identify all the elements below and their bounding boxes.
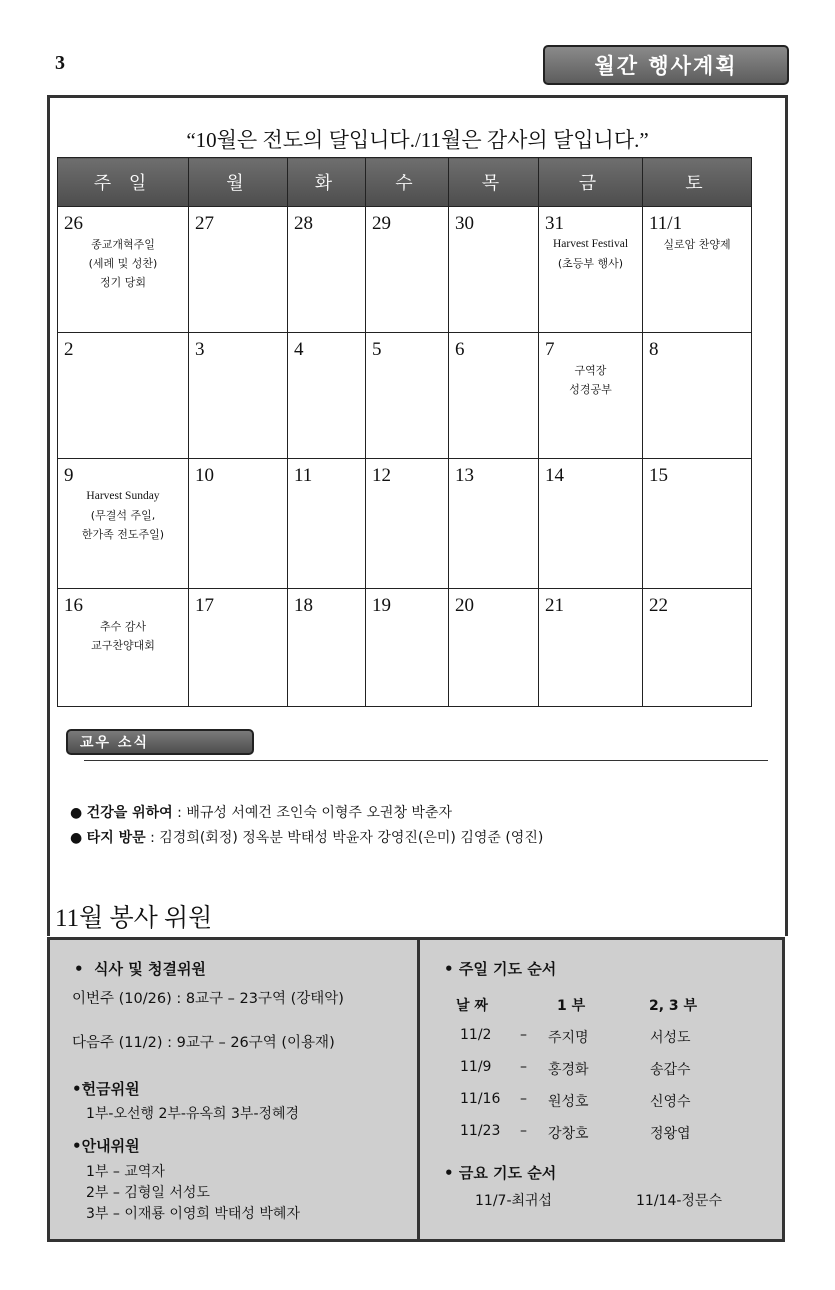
day-number: 11	[294, 465, 313, 486]
offering-section	[72, 1078, 140, 1099]
day-number: 10	[195, 465, 214, 486]
calendar-day-cell	[58, 207, 189, 333]
meal-title: 식사 및 청결위원	[94, 960, 206, 978]
calendar-event: 성경공부	[569, 383, 612, 396]
calendar-event: 정기 당회	[99, 276, 146, 289]
calendar-day-cell	[58, 333, 189, 459]
news-divider	[84, 760, 768, 761]
prayer-first: 주지명	[548, 1030, 589, 1046]
calendar-day-cell	[288, 333, 366, 459]
day-number: 29	[372, 213, 391, 234]
offering-title: 헌금위원	[81, 1080, 140, 1098]
this-week-duty: 이번주 (10/26) : 8교구 – 23구역 (강태악)	[72, 991, 344, 1007]
day-number: 9	[64, 465, 74, 486]
calendar-week-row	[58, 333, 752, 459]
calendar-event: (세례 및 성찬)	[88, 257, 158, 270]
volunteers-title: 11월 봉사 위원	[55, 905, 213, 932]
bullet-icon: •	[72, 1080, 82, 1098]
calendar-day-cell	[288, 207, 366, 333]
bullet-icon: •	[444, 1164, 454, 1182]
calendar-day-cell	[189, 589, 288, 707]
usher-line: 2부 – 김형일 서성도	[86, 1185, 210, 1201]
calendar-day-cell	[539, 459, 643, 589]
calendar-day-cell	[643, 333, 752, 459]
sunday-prayer-title: 주일 기도 순서	[458, 960, 557, 978]
prayer-dash: –	[520, 1059, 527, 1075]
prayer-date: 11/16	[460, 1091, 501, 1107]
day-number: 21	[545, 595, 564, 616]
calendar-day-cell	[288, 589, 366, 707]
prayer-date: 11/23	[460, 1123, 501, 1139]
prayer-first: 홍경화	[548, 1062, 589, 1078]
day-number: 7	[545, 339, 555, 360]
calendar-day-cell	[366, 459, 449, 589]
prayer-date: 11/9	[460, 1059, 492, 1075]
day-number: 22	[649, 595, 668, 616]
calendar-day-cell	[539, 207, 643, 333]
news-item-health	[70, 802, 452, 822]
calendar-day-cell	[288, 459, 366, 589]
calendar-event: Harvest Sunday	[86, 490, 160, 502]
weekday-sat: 토	[643, 158, 752, 207]
day-number: 3	[195, 339, 205, 360]
calendar-day-cell	[449, 459, 539, 589]
day-number: 2	[64, 339, 74, 360]
day-number: 19	[372, 595, 391, 616]
bullet-icon: ●	[70, 805, 83, 821]
calendar-event: 추수 감사	[99, 620, 146, 633]
bullet-icon: •	[74, 960, 84, 978]
offering-members: 1부-오선행 2부-유옥희 3부-정혜경	[86, 1106, 300, 1122]
usher-title: 안내위원	[81, 1137, 140, 1155]
usher-line: 3부 – 이재룡 이영희 박태성 박혜자	[86, 1206, 300, 1222]
prayer-second: 신영수	[650, 1094, 691, 1110]
day-number: 6	[455, 339, 465, 360]
bullet-icon: •	[444, 960, 454, 978]
calendar-day-cell	[189, 207, 288, 333]
friday-prayer-title: 금요 기도 순서	[458, 1164, 557, 1182]
calendar-day-cell	[366, 589, 449, 707]
prayer-second: 서성도	[650, 1030, 691, 1046]
volunteers-right-box	[417, 937, 785, 1242]
meal-section	[74, 958, 206, 979]
news-badge: 교우 소식	[66, 729, 254, 755]
usher-section	[72, 1135, 140, 1156]
calendar-day-cell	[643, 589, 752, 707]
page-number: 3	[55, 52, 65, 74]
calendar-day-cell	[366, 333, 449, 459]
day-number: 16	[64, 595, 83, 616]
usher-line: 1부 – 교역자	[86, 1164, 165, 1180]
prayer-first: 강창호	[548, 1126, 589, 1142]
day-number: 5	[372, 339, 382, 360]
calendar-day-cell	[366, 207, 449, 333]
calendar-event: Harvest Festival	[552, 238, 629, 250]
calendar-day-cell	[58, 589, 189, 707]
prayer-date: 11/2	[460, 1027, 492, 1043]
weekday-fri: 금	[539, 158, 643, 207]
day-number: 28	[294, 213, 313, 234]
prayer-second: 정왕엽	[650, 1126, 691, 1142]
weekday-sun: 주 일	[58, 158, 189, 207]
calendar-week-row	[58, 459, 752, 589]
day-number: 4	[294, 339, 304, 360]
day-number: 26	[64, 213, 83, 234]
calendar-event: 교구찬양대회	[91, 639, 155, 652]
day-number: 30	[455, 213, 474, 234]
calendar-day-cell	[189, 333, 288, 459]
bullet-icon: •	[72, 1137, 82, 1155]
calendar-event: (무결석 주일,	[90, 509, 156, 522]
day-number: 27	[195, 213, 214, 234]
day-number: 12	[372, 465, 391, 486]
calendar-event: 종교개혁주일	[91, 238, 155, 251]
calendar-week-row	[58, 589, 752, 707]
friday-prayer-section	[444, 1162, 556, 1183]
weekday-tue: 화	[288, 158, 366, 207]
calendar-day-cell	[539, 333, 643, 459]
calendar-day-cell	[449, 333, 539, 459]
prayer-dash: –	[520, 1123, 527, 1139]
calendar-event: (초등부 행사)	[557, 257, 624, 270]
calendar-day-cell	[189, 459, 288, 589]
prayer-dash: –	[520, 1091, 527, 1107]
header-title: 월간 행사계획	[543, 45, 789, 85]
day-number: 8	[649, 339, 659, 360]
calendar-day-cell	[58, 459, 189, 589]
weekday-mon: 월	[189, 158, 288, 207]
news-item-travel	[70, 827, 543, 847]
day-number: 13	[455, 465, 474, 486]
news-label: 타지 방문	[86, 830, 146, 846]
col-first-header: 1 부	[557, 998, 586, 1014]
volunteers-left-box	[47, 937, 417, 1242]
prayer-dash: –	[520, 1027, 527, 1043]
calendar-day-cell	[449, 207, 539, 333]
monthly-motto: “10월은 전도의 달입니다./11월은 감사의 달입니다.”	[186, 128, 649, 152]
bullet-icon: ●	[70, 830, 83, 846]
calendar-header-row	[58, 158, 752, 207]
day-number: 11/1	[649, 213, 683, 234]
news-text: : 김경희(회정) 정옥분 박태성 박윤자 강영진(은미) 김영준 (영진)	[145, 830, 544, 846]
weekday-wed: 수	[366, 158, 449, 207]
col-date-header: 날 짜	[456, 998, 488, 1014]
calendar-event: 구역장	[574, 364, 607, 377]
calendar-table	[57, 157, 752, 707]
sunday-prayer-section	[444, 958, 556, 979]
friday-entry: 11/7-최귀섭	[475, 1193, 553, 1209]
prayer-second: 송갑수	[650, 1062, 691, 1078]
friday-entry: 11/14-정문수	[636, 1193, 722, 1209]
day-number: 31	[545, 213, 564, 234]
calendar-week-row	[58, 207, 752, 333]
col-second-header: 2, 3 부	[649, 998, 698, 1014]
day-number: 15	[649, 465, 668, 486]
day-number: 20	[455, 595, 474, 616]
news-label: 건강을 위하여	[86, 805, 173, 821]
calendar-day-cell	[643, 207, 752, 333]
calendar-day-cell	[449, 589, 539, 707]
day-number: 17	[195, 595, 214, 616]
day-number: 18	[294, 595, 313, 616]
news-text: : 배규성 서예건 조인숙 이형주 오권창 박춘자	[172, 805, 453, 821]
prayer-first: 원성호	[548, 1094, 589, 1110]
day-number: 14	[545, 465, 564, 486]
calendar-event: 한가족 전도주일)	[81, 528, 165, 541]
weekday-thu: 목	[449, 158, 539, 207]
calendar-day-cell	[539, 589, 643, 707]
calendar-day-cell	[643, 459, 752, 589]
calendar-event: 실로암 찬양제	[663, 238, 731, 251]
next-week-duty: 다음주 (11/2) : 9교구 – 26구역 (이용재)	[72, 1035, 335, 1051]
